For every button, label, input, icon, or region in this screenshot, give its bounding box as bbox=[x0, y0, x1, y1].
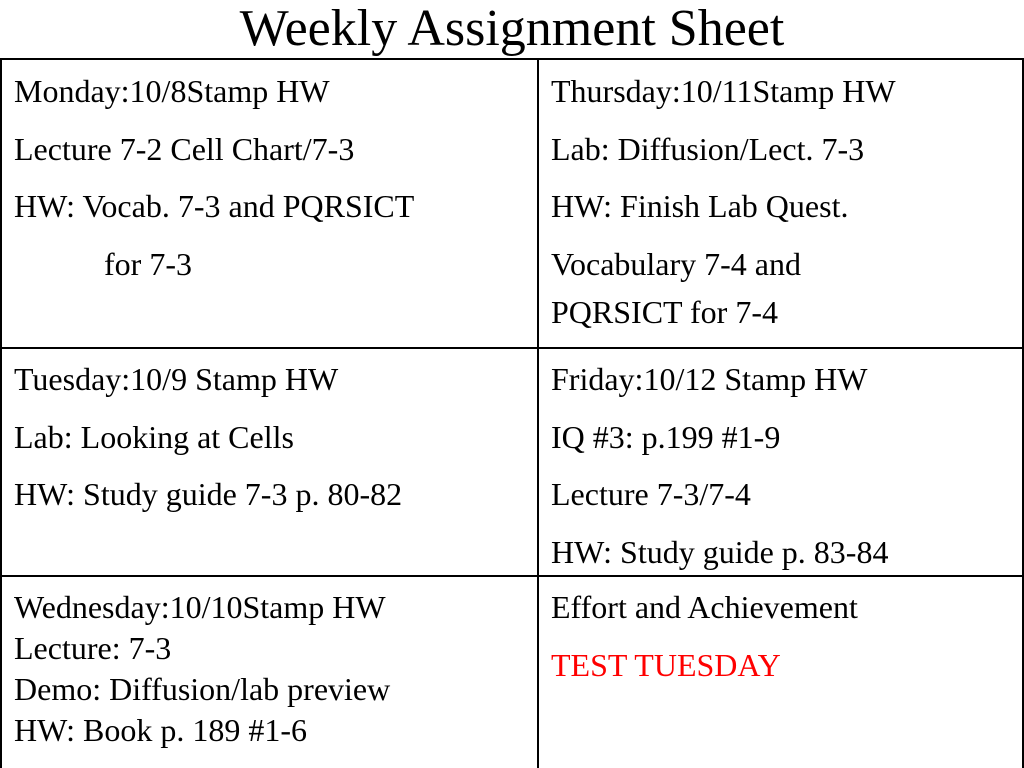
page-title: Weekly Assignment Sheet bbox=[239, 0, 785, 57]
monday-line: for 7-3 bbox=[104, 245, 192, 282]
friday-line: Lecture 7-3/7-4 bbox=[551, 476, 751, 512]
wednesday-heading: Wednesday:10/10Stamp HW bbox=[14, 589, 386, 625]
thursday-line: Lab: Diffusion/Lect. 7-3 bbox=[551, 130, 865, 167]
test-reminder: TEST TUESDAY bbox=[551, 646, 781, 683]
notes-cell bbox=[539, 579, 1022, 768]
monday-heading: Monday:10/8Stamp HW bbox=[14, 73, 330, 109]
monday-line: Lecture 7-2 Cell Chart/7-3 bbox=[14, 130, 355, 167]
thursday-line: Vocabulary 7-4 and bbox=[551, 245, 801, 282]
monday-cell bbox=[2, 63, 537, 347]
friday-line: IQ #3: p.199 #1-9 bbox=[551, 418, 781, 455]
thursday-line: PQRSICT for 7-4 bbox=[551, 293, 778, 330]
table-border-top bbox=[0, 58, 1024, 60]
notes-line: Effort and Achievement bbox=[551, 589, 858, 625]
wednesday-line: Demo: Diffusion/lab preview bbox=[14, 671, 391, 707]
friday-line: HW: Study guide p. 83-84 bbox=[551, 533, 889, 570]
tuesday-line: Lab: Looking at Cells bbox=[14, 418, 294, 455]
table-row-divider bbox=[0, 575, 1024, 577]
friday-cell bbox=[539, 351, 1022, 575]
thursday-line: HW: Finish Lab Quest. bbox=[551, 188, 849, 224]
monday-line: HW: Vocab. 7-3 and PQRSICT bbox=[14, 188, 415, 224]
tuesday-heading: Tuesday:10/9 Stamp HW bbox=[14, 361, 339, 397]
wednesday-line: HW: Book p. 189 #1-6 bbox=[14, 712, 308, 748]
wednesday-line: Lecture: 7-3 bbox=[14, 630, 172, 666]
thursday-heading: Thursday:10/11Stamp HW bbox=[551, 73, 896, 109]
friday-heading: Friday:10/12 Stamp HW bbox=[551, 361, 868, 397]
thursday-cell bbox=[539, 63, 1022, 347]
tuesday-line: HW: Study guide 7-3 p. 80-82 bbox=[14, 476, 403, 512]
wednesday-cell bbox=[2, 587, 537, 768]
table-row-divider bbox=[0, 347, 1024, 349]
tuesday-cell bbox=[2, 351, 537, 575]
assignment-table bbox=[0, 58, 1024, 768]
